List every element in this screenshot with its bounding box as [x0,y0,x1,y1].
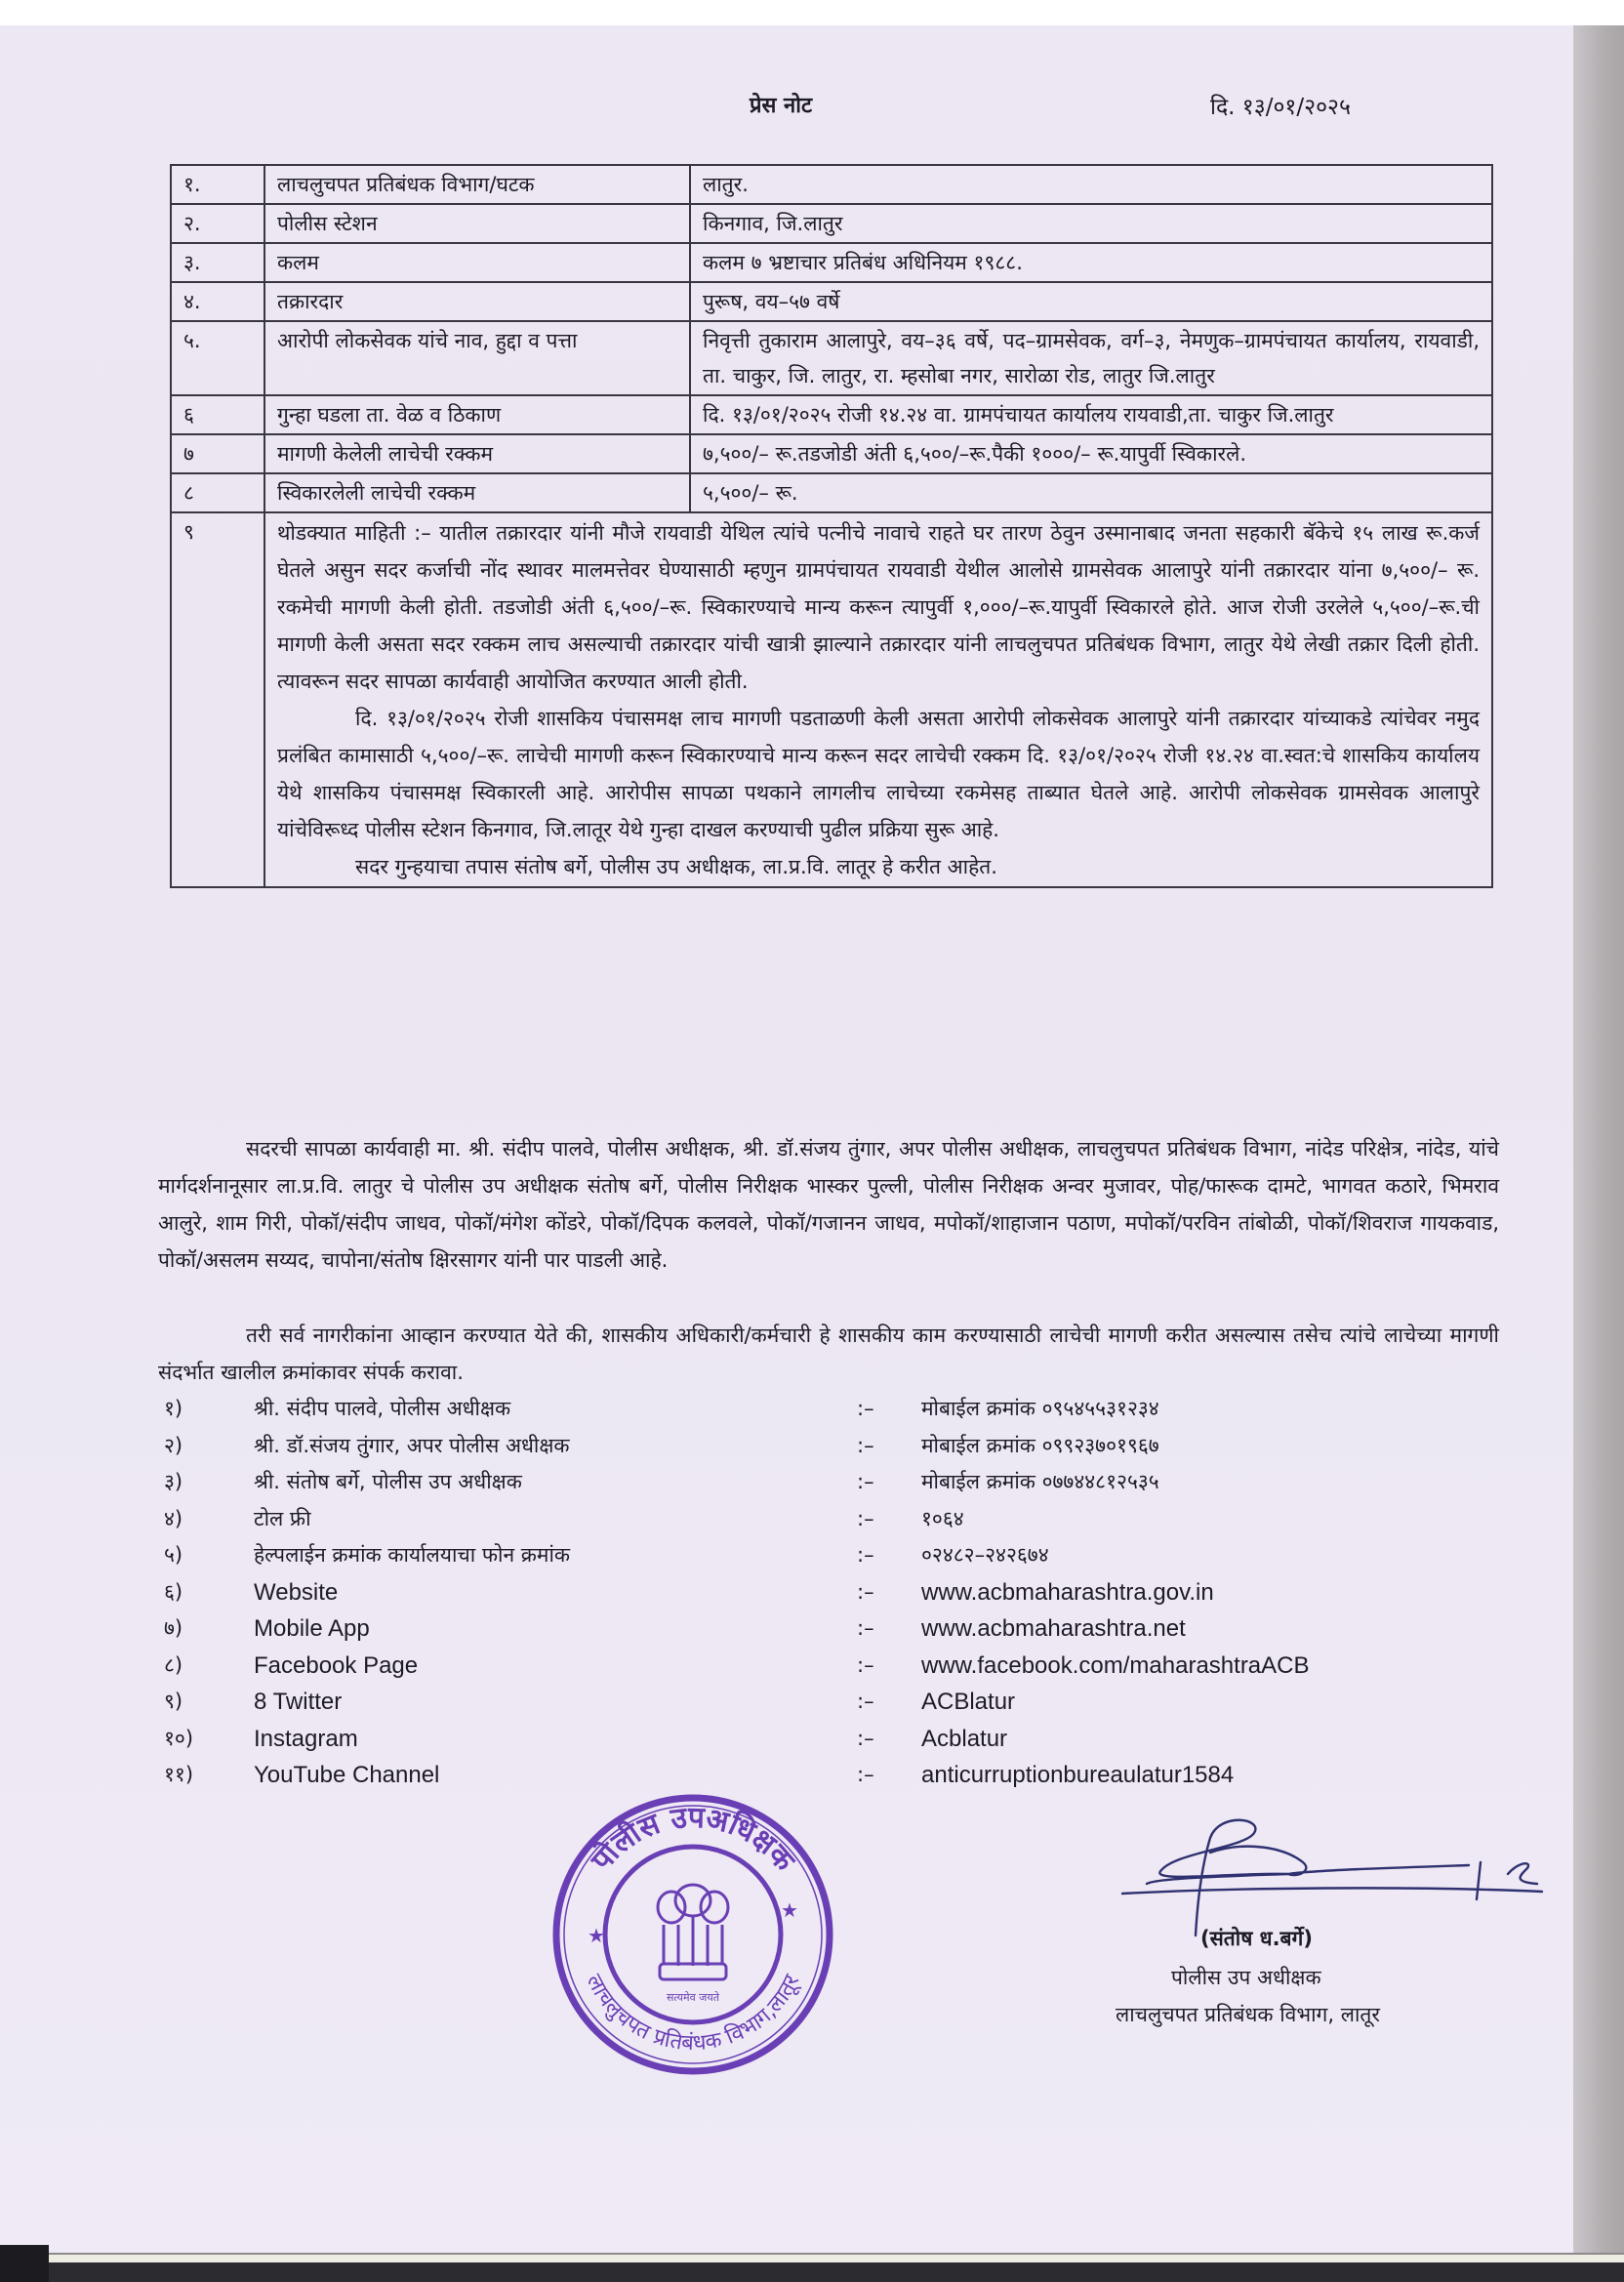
website-link[interactable]: www.acbmaharashtra.gov.in [921,1578,1214,1606]
document-title: प्रेस नोट [750,94,813,118]
contact-number: १०) [164,1726,194,1750]
contact-number: ९) [164,1690,183,1713]
operation-team-text: सदरची सापळा कार्यवाही मा. श्री. संदीप पालवे, पोलीस अधीक्षक, श्री. डॉ.संजय तुंगार, अपर पोलीस अधीक्षक, लाचलुचपत प्रतिबंधक विभाग, नांदेड परिक्षेत्र, नांदेड, यांचे मार्गदर्शनानूसार ला.प्र.वि. लातुर चे पोलीस उप अधीक्षक संतोष बर्गे, पोलीस निरीक्षक भास्कर पुल्ली, पोलीस निरीक्षक अन्वर मुजावर, पोह/फारूक दामटे, भागवत कठारे, भिमराव आलुरे, शाम गिरी, पोकॉ/संदीप जाधव, पोकॉ/मंगेश कोंडरे, पोकॉ/दिपक कलवले, पोकॉ/गजानन जाधव, मपोकॉ/शाहाजान पठाण, मपोकॉ/परविन तांबोळी, पोकॉ/शिवराज गायकवाड, पोकॉ/असलम सय्यद, चापोना/संतोष क्षिरसागर यांनी पार पाडली आहे. [158,1137,1499,1272]
facebook-link[interactable]: www.facebook.com/maharashtraACB [921,1651,1310,1679]
contact-value: मोबाईल क्रमांक ०९५४५५३१२३४ [921,1397,1159,1420]
contact-separator: :– [857,1763,874,1786]
contact-number: १) [164,1397,183,1420]
scan-bottom-shadow [0,2262,1624,2282]
row-number: ४. [171,282,264,321]
table-row [171,395,1492,434]
row-value: लातुर. [690,165,1492,204]
contact-item [164,1428,1433,1465]
youtube-channel: anticurruptionbureaulatur1584 [921,1762,1235,1788]
row-label: गुन्हा घडला ता. वेळ व ठिकाण [264,395,690,434]
contact-item [164,1574,1433,1611]
brief-paragraph-2: दि. १३/०१/२०२५ रोजी शासकिय पंचासमक्ष लाच मागणी पडताळणी केली असता आरोपी लोकसेवक आलापुरे यांनी तक्रारदार यांच्याकडे त्यांचेवर नमुद प्रलंबित कामासाठी ५,५००/–रू. लाचेची मागणी करून स्विकारण्याचे मान्य करून सदर लाचेची रक्कम दि. १३/०१/२०२५ रोजी १४.२४ वा.स्वत:चे शासकिय कार्यालय येथे शासकिय पंचासमक्ष स्विकारली आहे. आरोपीस सापळा पथकाने लागलीच लाचेच्या रकमेसह ताब्यात घेतले आहे. आरोपी लोकसेवक ग्रामसेवक आलापुरे यांचेविरूध्द पोलीस स्टेशन किनगाव, जि.लातूर येथे गुन्हा दाखल करण्याची पुढील प्रक्रिया सुरू आहे. [277,707,1480,841]
contact-label: 8 Twitter [254,1689,343,1715]
signature-stroke-1 [1147,1820,1288,1936]
seal-top-text: पोलीस उपअधिक्षक [585,1800,801,1878]
table-row-brief [171,512,1492,887]
appeal-text: तरी सर्व नागरीकांना आव्हान करण्यात येते की, शासकीय अधिकारी/कर्मचारी हे शासकीय काम करण्यासाठी लाचेची मागणी करीत असल्यास तसेच त्यांचे लाचेच्या मागणी संदर्भात खालील क्रमांकावर संपर्क करावा. [158,1324,1499,1384]
row-label: मागणी केलेली लाचेची रक्कम [264,434,690,473]
row-value: ५,५००/– रू. [690,473,1492,512]
contact-value: १०६४ [921,1506,964,1530]
row-number: ८ [171,473,264,512]
contact-label: हेल्पलाईन क्रमांक कार्यालयाचा फोन क्रमांक [254,1543,571,1567]
brief-paragraph-3: सदर गुन्हयाचा तपास संतोष बर्गे, पोलीस उप अधीक्षक, ला.प्र.वि. लातूर हे करीत आहेत. [355,855,997,878]
row-value: पुरूष, वय–५७ वर्षे [690,282,1492,321]
row-label: पोलीस स्टेशन [264,204,690,243]
scan-bottom-corner [0,2245,49,2282]
row-number: ५. [171,321,264,395]
contact-item [164,1721,1433,1758]
contact-separator: :– [857,1470,874,1493]
contact-label: Website [254,1578,339,1606]
contact-item [164,1501,1433,1538]
contact-separator: :– [857,1726,874,1750]
row-value: कलम ७ भ्रष्टाचार प्रतिबंध अधिनियम १९८८. [690,243,1492,282]
case-details-table [170,164,1493,888]
table-row [171,243,1492,282]
row-label: आरोपी लोकसेवक यांचे नाव, हुद्दा व पत्ता [264,321,690,395]
contact-separator: :– [857,1397,874,1420]
contact-item [164,1610,1433,1648]
contact-label: टोल फ्री [254,1506,311,1530]
signature-stroke-3 [1477,1862,1537,1899]
document-date: दि. १३/०१/२०२५ [1210,95,1351,120]
signature-stroke-2 [1210,1847,1469,1875]
signature-underline [1122,1888,1542,1894]
contact-separator: :– [857,1433,874,1457]
row-number: ७ [171,434,264,473]
contact-number: ४) [164,1506,183,1530]
row-number: ६ [171,395,264,434]
contact-number: २) [164,1433,183,1457]
seal-star-left-icon: ★ [588,1924,605,1947]
national-emblem-icon [658,1885,728,1979]
row-label: लाचलुचपत प्रतिबंधक विभाग/घटक [264,165,690,204]
twitter-handle: ACBlatur [921,1689,1016,1715]
table-row [171,282,1492,321]
official-seal-stamp [547,1788,839,2081]
contact-item [164,1684,1433,1721]
contact-separator: :– [857,1616,874,1640]
row-value: ७,५००/– रू.तडजोडी अंती ६,५००/–रू.पैकी १०००/– रू.यापुर्वी स्विकारले. [690,434,1492,473]
contact-number: ३) [164,1470,183,1493]
signatory-office: लाचलुचपत प्रतिबंधक विभाग, लातूर [1116,2003,1380,2026]
contact-list [164,1391,1433,1794]
table-row [171,434,1492,473]
contact-item [164,1648,1433,1685]
table-row [171,473,1492,512]
appeal-paragraph [158,1317,1499,1391]
signature [1117,1813,1547,1940]
seal-motto: सत्यमेव जयते [666,1991,720,2004]
contact-value: मोबाईल क्रमांक ०९९२३७०१९६७ [921,1433,1159,1457]
row-label: स्विकारलेली लाचेची रक्कम [264,473,690,512]
table-row [171,204,1492,243]
row-number: ३. [171,243,264,282]
brief-info-cell [264,512,1492,887]
contact-label: श्री. संदीप पालवे, पोलीस अधीक्षक [254,1397,511,1420]
instagram-handle: Acblatur [921,1725,1008,1752]
contact-item [164,1391,1433,1428]
scan-right-edge [1573,25,1624,2253]
row-number: २. [171,204,264,243]
contact-separator: :– [857,1579,874,1604]
contact-label: Facebook Page [254,1651,419,1679]
contact-label: YouTube Channel [254,1762,440,1788]
row-label: तक्रारदार [264,282,690,321]
row-value: किनगाव, जि.लातुर [690,204,1492,243]
contact-label: श्री. संतोष बर्गे, पोलीस उप अधीक्षक [254,1470,522,1493]
mobile-app-link[interactable]: www.acbmaharashtra.net [921,1615,1186,1642]
contact-separator: :– [857,1543,874,1567]
table-row [171,321,1492,395]
contact-number: ७) [164,1616,183,1640]
contact-label: Instagram [254,1725,358,1752]
signatory-name: (संतोष ध.बर्गे) [1200,1927,1313,1950]
contact-number: ५) [164,1543,183,1567]
signatory-designation: पोलीस उप अधीक्षक [1171,1966,1321,1989]
contact-item [164,1537,1433,1574]
table-row [171,165,1492,204]
seal-star-right-icon: ★ [781,1898,798,1922]
contact-number: ११) [164,1763,194,1786]
row-number: ९ [171,512,264,887]
row-label: कलम [264,243,690,282]
operation-team-paragraph [158,1130,1499,1279]
row-number: १. [171,165,264,204]
contact-value: ०२४८२–२४२६७४ [921,1543,1049,1567]
seal-bottom-text: लाचलुचपत प्रतिबंधक विभाग,लातूर [581,1970,805,2057]
contact-separator: :– [857,1506,874,1530]
contact-separator: :– [857,1652,874,1677]
contact-number: ८) [164,1652,183,1677]
row-value: दि. १३/०१/२०२५ रोजी १४.२४ वा. ग्रामपंचायत कार्यालय रायवाडी,ता. चाकुर जि.लातुर [690,395,1492,434]
contact-label: श्री. डॉ.संजय तुंगार, अपर पोलीस अधीक्षक [254,1433,570,1457]
contact-label: Mobile App [254,1615,370,1642]
contact-separator: :– [857,1690,874,1713]
row-value: निवृत्ती तुकाराम आलापुरे, वय–३६ वर्षे, पद–ग्रामसेवक, वर्ग–३, नेमणुक–ग्रामपंचायत कार्यालय, रायवाडी, ता. चाकुर, जि. लातुर, रा. म्हसोबा नगर, सारोळा रोड, लातुर जि.लातुर [690,321,1492,395]
contact-number: ६) [164,1579,183,1604]
contact-value: मोबाईल क्रमांक ०७७४४८१२५३५ [921,1470,1159,1493]
brief-paragraph-1: थोडक्यात माहिती :– यातील तक्रारदार यांनी मौजे रायवाडी येथिल त्यांचे पत्नीचे नावाचे राहते घर तारण ठेवुन उस्मानाबाद जनता सहकारी बॅकेचे १५ लाख रू.कर्ज घेतले असुन सदर कर्जाची नोंद स्थावर मालमत्तेवर घेण्यासाठी म्हणुन ग्रामपंचायत रायवाडी येथील आलोसे ग्रामसेवक आलापुरे यांनी तक्रारदार यांना ७,५००/– रू. रकमेची मागणी केली होती. तडजोडी अंती ६,५००/–रू. स्विकारण्याचे मान्य करून त्यापुर्वी १,०००/–रू.यापुर्वी स्विकारले होते. आज रोजी उरलेले ५,५००/–रू.ची मागणी केली असता सदर रक्कम लाच असल्याची तक्रारदार यांची खात्री झाल्याने तक्रारदार यांनी लाचलुचपत प्रतिबंधक विभाग, लातुर येथे लेखी तक्रार दिली होती. त्यावरून सदर सापळा कार्यवाही आयोजित करण्यात आली होती. [277,521,1480,693]
contact-item [164,1464,1433,1501]
